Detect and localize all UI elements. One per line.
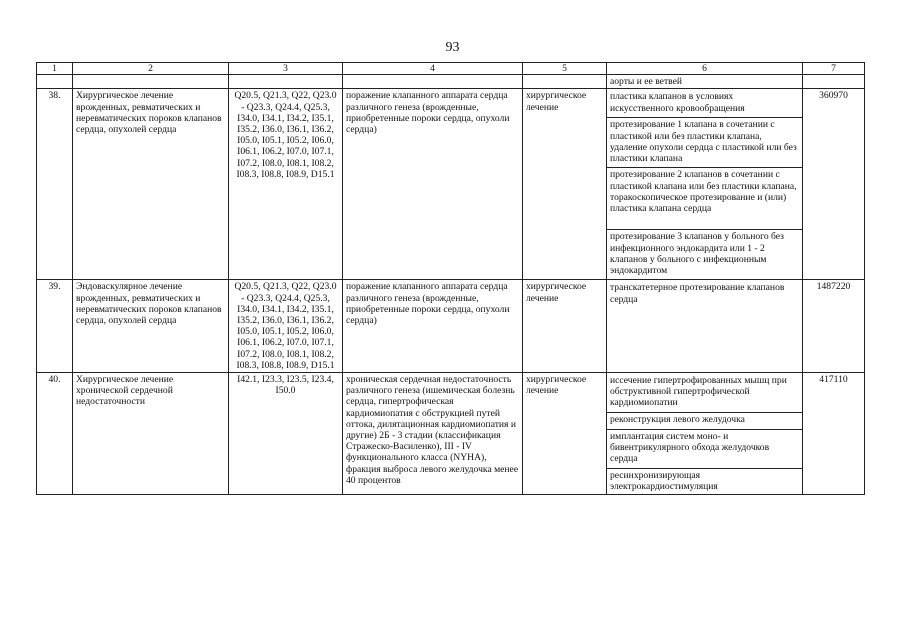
table-row [37, 373, 865, 495]
column-header: 2 [73, 63, 229, 75]
column-header: 1 [37, 63, 73, 75]
treatment-method: имплантация систем моно- и бивентрикулярного обхода желудочков сердца [607, 429, 802, 467]
treatment-method: иссечение гипертрофированных мышц при обструктивной гипертрофической кардиомиопатии [610, 375, 787, 409]
cost-value: 1487220 [803, 280, 865, 373]
row-number: 38. [37, 89, 73, 280]
treatment-method: реконструкция левого желудочка [607, 412, 802, 428]
table-row [37, 89, 865, 280]
care-type-name: Эндоваскулярное лечение врожденных, ревматических и неревматических пороков клапанов сердца, опухолей сердца [73, 280, 229, 373]
patient-model: поражение клапанного аппарата сердца различного генеза (врожденные, приобретенные пороки сердца, опухоли сердца) [343, 280, 523, 373]
row-number: 39. [37, 280, 73, 373]
patient-model: поражение клапанного аппарата сердца различного генеза (врожденные, приобретенные пороки сердца, опухоли сердца) [343, 89, 523, 280]
care-type-name: Хирургическое лечение врожденных, ревматических и неревматических пороков клапанов сердца, опухолей сердца [73, 89, 229, 280]
page-number: 93 [445, 40, 460, 55]
cost-value: 360970 [803, 89, 865, 280]
cost-value: 417110 [803, 373, 865, 495]
methods-cell [607, 280, 803, 373]
treatment-method: транскатетерное протезирование клапанов сердца [610, 282, 785, 305]
methods-cell [607, 373, 803, 495]
care-type-name: Хирургическое лечение хронической сердечной недостаточности [73, 373, 229, 495]
treatment-method: ресинхронизирующая электрокардиостимуляция [607, 468, 802, 493]
treatment-type: хирургическое лечение [523, 280, 607, 373]
column-header: 4 [343, 63, 523, 75]
method-cell: аорты и ее ветвей [607, 75, 803, 89]
column-header: 7 [803, 63, 865, 75]
methods-cell [607, 89, 803, 280]
row-number: 40. [37, 373, 73, 495]
medical-care-table [36, 62, 865, 495]
treatment-type: хирургическое лечение [523, 89, 607, 280]
icd-codes: Q20.5, Q21.3, Q22, Q23.0 - Q23.3, Q24.4, Q25.3, I34.0, I34.1, I34.2, I35.1, I35.2, I36.0, I36.1, I36.2, I05.0, I05.1, I05.2, I06.0, I06.1, I06.2, I07.0, I07.1, I07.2, I08.0, I08.1, I08.2, I08.3, I08.8, I08.9, D15.1 [229, 89, 343, 280]
treatment-method: протезирование 3 клапанов у больного без инфекционного эндокардита или 1 - 2 клапанов у больного с инфекционным эндокардитом [607, 229, 802, 278]
treatment-method: протезирование 2 клапанов в сочетании с пластикой клапана или без пластики клапана, торакоскопическое протезирование и (или) пластика клапана сердца [607, 167, 802, 228]
column-header: 3 [229, 63, 343, 75]
table-row [37, 280, 865, 373]
column-header-row [37, 63, 865, 75]
icd-codes: Q20.5, Q21.3, Q22, Q23.0 - Q23.3, Q24.4, Q25.3, I34.0, I34.1, I34.2, I35.1, I35.2, I36.0, I36.1, I36.2, I05.0, I05.1, I05.2, I06.0, I06.1, I06.2, I07.0, I07.1, I07.2, I08.0, I08.1, I08.2, I08.3, I08.8, I08.9, D15.1 [229, 280, 343, 373]
treatment-type: хирургическое лечение [523, 373, 607, 495]
column-header: 6 [607, 63, 803, 75]
column-header: 5 [523, 63, 607, 75]
continuation-row [37, 75, 865, 89]
treatment-method: пластика клапанов в условиях искусственного кровообращения [610, 91, 745, 114]
patient-model: хроническая сердечная недостаточность различного генеза (ишемическая болезнь сердца, гипертрофическая кардиомиопатия с обструкцией путей оттока, дилятационная кардиомиопатия и другие) 2Б - 3 стадии (классификация Стражеско-Василенко), III - IV функционального класса (NYHA), фракция выброса левого желудочка менее 40 процентов [343, 373, 523, 495]
icd-codes: I42.1, I23.3, I23.5, I23.4, I50.0 [229, 373, 343, 495]
treatment-method: протезирование 1 клапана в сочетании с пластикой или без пластики клапана, удаление опухоли сердца с пластикой или без пластики клапана [607, 117, 802, 166]
